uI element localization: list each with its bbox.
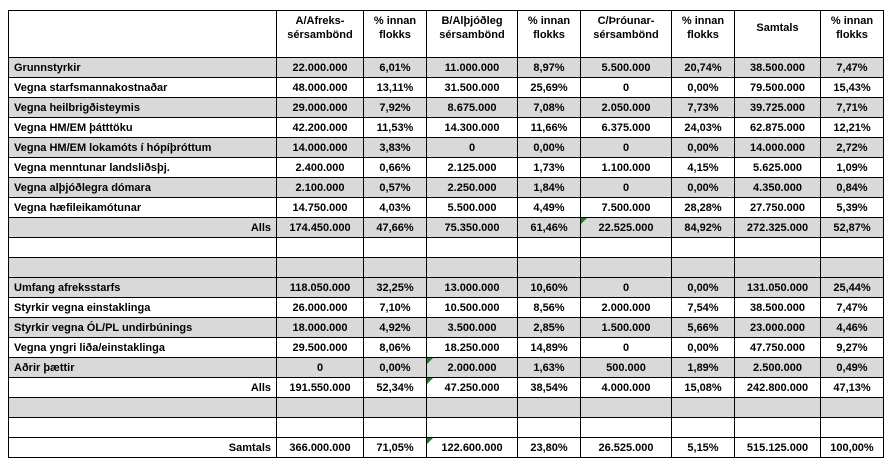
spacer-cell — [427, 238, 518, 258]
row-cell: 29.000.000 — [277, 98, 364, 118]
row-cell: 5.500.000 — [581, 58, 672, 78]
header-row — [9, 11, 884, 58]
row-cell: 0 — [581, 78, 672, 98]
row-label: Vegna alþjóðlegra dómara — [9, 178, 277, 198]
row-cell: 174.450.000 — [277, 218, 364, 238]
row-cell: 4,03% — [364, 198, 427, 218]
spacer-cell — [9, 238, 277, 258]
row-cell: 11.000.000 — [427, 58, 518, 78]
row-cell: 0,57% — [364, 178, 427, 198]
row-cell: 8.675.000 — [427, 98, 518, 118]
row-label: Vegna heilbrigðisteymis — [9, 98, 277, 118]
table-row — [9, 378, 884, 398]
table-row — [9, 58, 884, 78]
row-cell: 0,00% — [364, 358, 427, 378]
spacer-cell — [735, 238, 821, 258]
table-row — [9, 78, 884, 98]
table-row — [9, 178, 884, 198]
row-cell: 84,92% — [672, 218, 735, 238]
row-cell: 26.525.000 — [581, 438, 672, 458]
row-cell: 12,21% — [821, 118, 884, 138]
row-cell: 6,01% — [364, 58, 427, 78]
spacer-row — [9, 258, 884, 278]
row-cell: 2.250.000 — [427, 178, 518, 198]
row-label: Styrkir vegna einstaklinga — [9, 298, 277, 318]
row-cell: 38.500.000 — [735, 298, 821, 318]
row-label: Styrkir vegna ÓL/PL undirbúnings — [9, 318, 277, 338]
row-cell: 1,63% — [518, 358, 581, 378]
row-cell: 7,54% — [672, 298, 735, 318]
row-cell: 38,54% — [518, 378, 581, 398]
spacer-row — [9, 418, 884, 438]
row-cell: 0,66% — [364, 158, 427, 178]
row-label: Vegna starfsmannakostnaðar — [9, 78, 277, 98]
spacer-cell — [518, 398, 581, 418]
table-row — [9, 98, 884, 118]
spacer-cell — [821, 418, 884, 438]
row-cell: 23,80% — [518, 438, 581, 458]
row-cell: 4,92% — [364, 318, 427, 338]
row-cell: 0 — [581, 138, 672, 158]
budget-table-container — [8, 10, 884, 458]
spacer-cell — [9, 258, 277, 278]
row-cell: 14.000.000 — [277, 138, 364, 158]
table-row — [9, 158, 884, 178]
row-cell: 0,84% — [821, 178, 884, 198]
table-row — [9, 198, 884, 218]
table-row — [9, 138, 884, 158]
spacer-cell — [364, 238, 427, 258]
row-cell: 2.400.000 — [277, 158, 364, 178]
spacer-cell — [277, 258, 364, 278]
row-cell: 0,00% — [672, 78, 735, 98]
row-cell: 4,49% — [518, 198, 581, 218]
row-label: Vegna hæfileikamótunar — [9, 198, 277, 218]
row-cell: 2.500.000 — [735, 358, 821, 378]
header-cell: % innan flokks — [518, 11, 581, 58]
row-cell: 7,10% — [364, 298, 427, 318]
table-row — [9, 218, 884, 238]
row-cell: 4,46% — [821, 318, 884, 338]
header-cell-empty — [9, 11, 277, 58]
spacer-cell — [581, 258, 672, 278]
row-cell: 4.350.000 — [735, 178, 821, 198]
row-cell: 47.250.000 — [427, 378, 518, 398]
header-cell: % innan flokks — [821, 11, 884, 58]
row-cell: 0,00% — [518, 138, 581, 158]
row-cell: 22.525.000 — [581, 218, 672, 238]
row-cell: 11,53% — [364, 118, 427, 138]
row-cell: 0,00% — [672, 338, 735, 358]
row-cell: 22.000.000 — [277, 58, 364, 78]
budget-table — [8, 10, 884, 458]
row-cell: 8,06% — [364, 338, 427, 358]
row-cell: 47,66% — [364, 218, 427, 238]
row-cell: 2.100.000 — [277, 178, 364, 198]
row-cell: 5.625.000 — [735, 158, 821, 178]
row-cell: 28,28% — [672, 198, 735, 218]
spacer-cell — [581, 398, 672, 418]
row-cell: 7,47% — [821, 298, 884, 318]
row-cell: 13.000.000 — [427, 278, 518, 298]
row-cell: 14.300.000 — [427, 118, 518, 138]
row-cell: 4,15% — [672, 158, 735, 178]
row-cell: 1,84% — [518, 178, 581, 198]
spacer-cell — [364, 258, 427, 278]
row-cell: 14,89% — [518, 338, 581, 358]
row-cell: 0 — [581, 338, 672, 358]
spacer-cell — [581, 418, 672, 438]
row-label: Vegna yngri liða/einstaklinga — [9, 338, 277, 358]
row-cell: 25,69% — [518, 78, 581, 98]
row-cell: 5,66% — [672, 318, 735, 338]
row-cell: 18.000.000 — [277, 318, 364, 338]
row-cell: 500.000 — [581, 358, 672, 378]
row-label: Vegna HM/EM lokamóts í hópíþróttum — [9, 138, 277, 158]
row-cell: 5,39% — [821, 198, 884, 218]
row-cell: 32,25% — [364, 278, 427, 298]
spacer-row — [9, 398, 884, 418]
spacer-cell — [427, 398, 518, 418]
row-cell: 8,56% — [518, 298, 581, 318]
spacer-cell — [735, 418, 821, 438]
row-cell: 18.250.000 — [427, 338, 518, 358]
header-cell: A/Afreks- sérsambönd — [277, 11, 364, 58]
spacer-cell — [9, 398, 277, 418]
row-cell: 2,72% — [821, 138, 884, 158]
row-cell: 0 — [581, 278, 672, 298]
row-cell: 38.500.000 — [735, 58, 821, 78]
row-cell: 24,03% — [672, 118, 735, 138]
row-cell: 9,27% — [821, 338, 884, 358]
row-cell: 61,46% — [518, 218, 581, 238]
spacer-cell — [672, 238, 735, 258]
row-label: Vegna menntunar landsliðsþj. — [9, 158, 277, 178]
row-cell: 100,00% — [821, 438, 884, 458]
header-cell: B/Alþjóðleg sérsambönd — [427, 11, 518, 58]
table-row — [9, 298, 884, 318]
spacer-cell — [672, 258, 735, 278]
row-label: Alls — [9, 378, 277, 398]
row-cell: 29.500.000 — [277, 338, 364, 358]
row-cell: 79.500.000 — [735, 78, 821, 98]
row-cell: 20,74% — [672, 58, 735, 78]
row-cell: 1,89% — [672, 358, 735, 378]
row-cell: 4.000.000 — [581, 378, 672, 398]
row-cell: 272.325.000 — [735, 218, 821, 238]
row-cell: 1,09% — [821, 158, 884, 178]
row-label: Samtals — [9, 438, 277, 458]
row-label: Aðrir þættir — [9, 358, 277, 378]
row-cell: 5.500.000 — [427, 198, 518, 218]
row-cell: 8,97% — [518, 58, 581, 78]
row-cell: 7,92% — [364, 98, 427, 118]
row-cell: 10,60% — [518, 278, 581, 298]
row-cell: 0 — [581, 178, 672, 198]
row-cell: 75.350.000 — [427, 218, 518, 238]
row-cell: 1.500.000 — [581, 318, 672, 338]
spacer-cell — [277, 418, 364, 438]
row-cell: 15,43% — [821, 78, 884, 98]
spacer-cell — [672, 398, 735, 418]
header-cell: % innan flokks — [672, 11, 735, 58]
spacer-cell — [518, 238, 581, 258]
table-row — [9, 358, 884, 378]
spacer-row — [9, 238, 884, 258]
spacer-cell — [364, 398, 427, 418]
row-cell: 3,83% — [364, 138, 427, 158]
row-cell: 0,00% — [672, 278, 735, 298]
row-cell: 47.750.000 — [735, 338, 821, 358]
row-cell: 14.000.000 — [735, 138, 821, 158]
row-cell: 3.500.000 — [427, 318, 518, 338]
row-cell: 14.750.000 — [277, 198, 364, 218]
table-row — [9, 338, 884, 358]
row-cell: 2.125.000 — [427, 158, 518, 178]
header-cell: C/Þróunar- sérsambönd — [581, 11, 672, 58]
row-cell: 25,44% — [821, 278, 884, 298]
row-cell: 0,49% — [821, 358, 884, 378]
row-cell: 26.000.000 — [277, 298, 364, 318]
row-cell: 10.500.000 — [427, 298, 518, 318]
row-cell: 7,73% — [672, 98, 735, 118]
table-row — [9, 278, 884, 298]
spacer-cell — [427, 258, 518, 278]
row-cell: 122.600.000 — [427, 438, 518, 458]
row-cell: 48.000.000 — [277, 78, 364, 98]
row-cell: 2.050.000 — [581, 98, 672, 118]
row-cell: 7,71% — [821, 98, 884, 118]
spacer-cell — [427, 418, 518, 438]
table-row — [9, 318, 884, 338]
row-cell: 62.875.000 — [735, 118, 821, 138]
row-cell: 11,66% — [518, 118, 581, 138]
row-cell: 52,34% — [364, 378, 427, 398]
row-label: Grunnstyrkir — [9, 58, 277, 78]
row-cell: 31.500.000 — [427, 78, 518, 98]
spacer-cell — [581, 238, 672, 258]
row-cell: 131.050.000 — [735, 278, 821, 298]
row-cell: 23.000.000 — [735, 318, 821, 338]
spacer-cell — [735, 258, 821, 278]
header-cell: % innan flokks — [364, 11, 427, 58]
row-label: Umfang afreksstarfs — [9, 278, 277, 298]
spacer-cell — [277, 238, 364, 258]
row-cell: 42.200.000 — [277, 118, 364, 138]
row-cell: 242.800.000 — [735, 378, 821, 398]
row-cell: 13,11% — [364, 78, 427, 98]
row-cell: 515.125.000 — [735, 438, 821, 458]
spacer-cell — [277, 398, 364, 418]
spacer-cell — [364, 418, 427, 438]
row-cell: 7,47% — [821, 58, 884, 78]
row-cell: 1,73% — [518, 158, 581, 178]
spacer-cell — [735, 398, 821, 418]
row-cell: 7.500.000 — [581, 198, 672, 218]
spacer-cell — [821, 398, 884, 418]
row-cell: 1.100.000 — [581, 158, 672, 178]
spacer-cell — [821, 258, 884, 278]
row-cell: 27.750.000 — [735, 198, 821, 218]
row-cell: 366.000.000 — [277, 438, 364, 458]
row-label: Vegna HM/EM þátttöku — [9, 118, 277, 138]
row-cell: 2.000.000 — [427, 358, 518, 378]
row-cell: 52,87% — [821, 218, 884, 238]
row-cell: 0,00% — [672, 178, 735, 198]
table-row — [9, 118, 884, 138]
row-cell: 39.725.000 — [735, 98, 821, 118]
row-cell: 6.375.000 — [581, 118, 672, 138]
spacer-cell — [9, 418, 277, 438]
table-row — [9, 438, 884, 458]
row-cell: 0 — [427, 138, 518, 158]
row-cell: 118.050.000 — [277, 278, 364, 298]
table-body — [9, 11, 884, 458]
row-cell: 0 — [277, 358, 364, 378]
row-cell: 2.000.000 — [581, 298, 672, 318]
spacer-cell — [518, 258, 581, 278]
row-cell: 2,85% — [518, 318, 581, 338]
spacer-cell — [672, 418, 735, 438]
row-cell: 15,08% — [672, 378, 735, 398]
row-cell: 5,15% — [672, 438, 735, 458]
spacer-cell — [821, 238, 884, 258]
row-cell: 7,08% — [518, 98, 581, 118]
header-cell: Samtals — [735, 11, 821, 58]
row-cell: 47,13% — [821, 378, 884, 398]
row-cell: 191.550.000 — [277, 378, 364, 398]
spacer-cell — [518, 418, 581, 438]
row-label: Alls — [9, 218, 277, 238]
row-cell: 71,05% — [364, 438, 427, 458]
row-cell: 0,00% — [672, 138, 735, 158]
